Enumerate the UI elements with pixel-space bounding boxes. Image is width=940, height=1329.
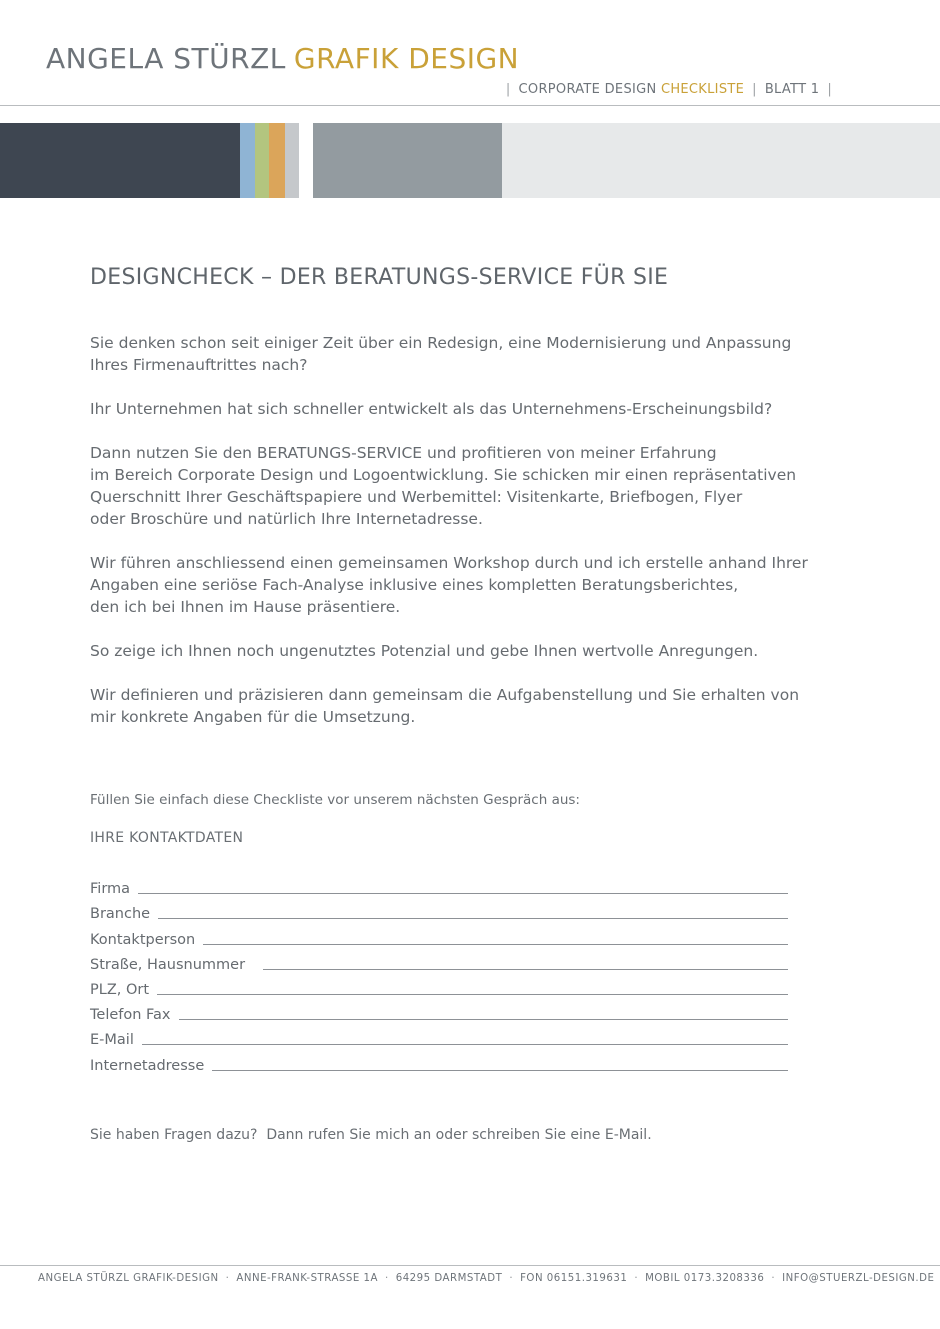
paragraph: Dann nutzen Sie den BERATUNGS-SERVICE und profitieren von meiner Erfahrung im Bereich Corporate Design und Logoentwicklung. Sie schicken mir einen repräsentativen Querschnitt Ihrer Geschäftspapiere und Werbemittel: Visitenkarte, Briefbogen, Flyer oder Broschüre und natürlich Ihre Internetadresse.	[90, 444, 797, 528]
header-divider	[0, 105, 940, 106]
field-line[interactable]	[138, 892, 788, 894]
page-title: DESIGNCHECK – DER BERATUNGS-SERVICE FÜR SIE	[90, 265, 669, 290]
color-band-lightgrey	[285, 123, 299, 198]
paragraph: Sie denken schon seit einiger Zeit über ein Redesign, eine Modernisierung und Anpassung Ihres Firmenauftrittes nach?	[90, 334, 792, 374]
paragraph: Wir definieren und präzisieren dann gemeinsam die Aufgabenstellung und Sie erhalten von mir konkrete Angaben für die Umsetzung.	[90, 686, 800, 726]
color-band-light	[502, 123, 940, 198]
field-line[interactable]	[263, 968, 788, 970]
footer-email[interactable]: INFO@STUERZL-DESIGN.DE	[782, 1273, 935, 1284]
footer-mobile: MOBIL 0173.3208336	[645, 1273, 765, 1284]
field-line[interactable]	[142, 1043, 788, 1045]
footer-separator: ·	[225, 1273, 230, 1284]
footer-separator: ·	[771, 1273, 776, 1284]
field-label: Straße, Hausnummer	[90, 956, 246, 973]
field-label: Telefon Fax	[90, 1007, 171, 1024]
footer-company: ANGELA STÜRZL GRAFIK-DESIGN	[38, 1273, 219, 1284]
field-label: PLZ, Ort	[90, 981, 150, 998]
field-email	[90, 1024, 788, 1049]
field-branche	[90, 898, 788, 923]
contact-heading: IHRE KONTAKTDATEN	[90, 830, 244, 846]
separator-bar: |	[752, 82, 757, 97]
field-line[interactable]	[203, 943, 788, 945]
field-kontaktperson	[90, 923, 788, 948]
sheet-label-accent: CHECKLISTE	[660, 82, 745, 97]
field-line[interactable]	[157, 993, 788, 995]
footer-divider	[0, 1265, 940, 1266]
questions-note: Sie haben Fragen dazu? Dann rufen Sie mich an oder schreiben Sie eine E-Mail.	[90, 1127, 652, 1143]
footer-separator: ·	[384, 1273, 389, 1284]
color-band-grey	[313, 123, 502, 198]
footer-street: ANNE-FRANK-STRASSE 1A	[236, 1273, 378, 1284]
footer-separator: ·	[634, 1273, 639, 1284]
paragraph: Ihr Unternehmen hat sich schneller entwickelt als das Unternehmens-Erscheinungsbild?	[90, 400, 773, 418]
brand-logo	[46, 42, 519, 75]
field-telefon-fax	[90, 999, 788, 1024]
field-label: Kontaktperson	[90, 931, 196, 948]
color-band-orange	[269, 123, 285, 198]
sheet-info	[498, 82, 840, 97]
sheet-label: CORPORATE DESIGN	[518, 82, 657, 97]
field-label: Internetadresse	[90, 1057, 205, 1074]
field-firma	[90, 873, 788, 898]
field-line[interactable]	[158, 917, 788, 919]
field-line[interactable]	[212, 1069, 788, 1071]
checklist-intro: Füllen Sie einfach diese Checkliste vor unserem nächsten Gespräch aus:	[90, 792, 580, 808]
paragraph: So zeige ich Ihnen noch ungenutztes Potenzial und gebe Ihnen wertvolle Anregungen.	[90, 642, 759, 660]
footer-city: 64295 DARMSTADT	[395, 1273, 503, 1284]
color-band-dark	[0, 123, 240, 198]
footer-separator: ·	[509, 1273, 514, 1284]
field-label: Branche	[90, 906, 151, 923]
color-band-green	[255, 123, 269, 198]
field-label: Firma	[90, 881, 131, 898]
brand-name: ANGELA STÜRZL	[46, 42, 286, 75]
separator-bar: |	[827, 82, 832, 97]
sheet-number: BLATT 1	[764, 82, 820, 97]
separator-bar: |	[505, 82, 511, 97]
body-text	[90, 332, 850, 750]
paragraph: Wir führen anschliessend einen gemeinsamen Workshop durch und ich erstelle anhand Ihrer Angaben eine seriöse Fach-Analyse inklusive eines kompletten Beratungsberichtes, den ich bei Ihnen im Hause präsentiere.	[90, 554, 808, 616]
contact-form	[90, 873, 788, 1075]
field-line[interactable]	[179, 1018, 788, 1020]
footer-phone: FON 06151.319631	[520, 1273, 628, 1284]
field-internetadresse	[90, 1049, 788, 1074]
field-label: E-Mail	[90, 1032, 134, 1049]
field-strasse	[90, 949, 788, 974]
color-band-blue	[240, 123, 255, 198]
footer	[38, 1273, 934, 1284]
brand-suffix: GRAFIK DESIGN	[293, 42, 520, 75]
field-plz-ort	[90, 974, 788, 999]
